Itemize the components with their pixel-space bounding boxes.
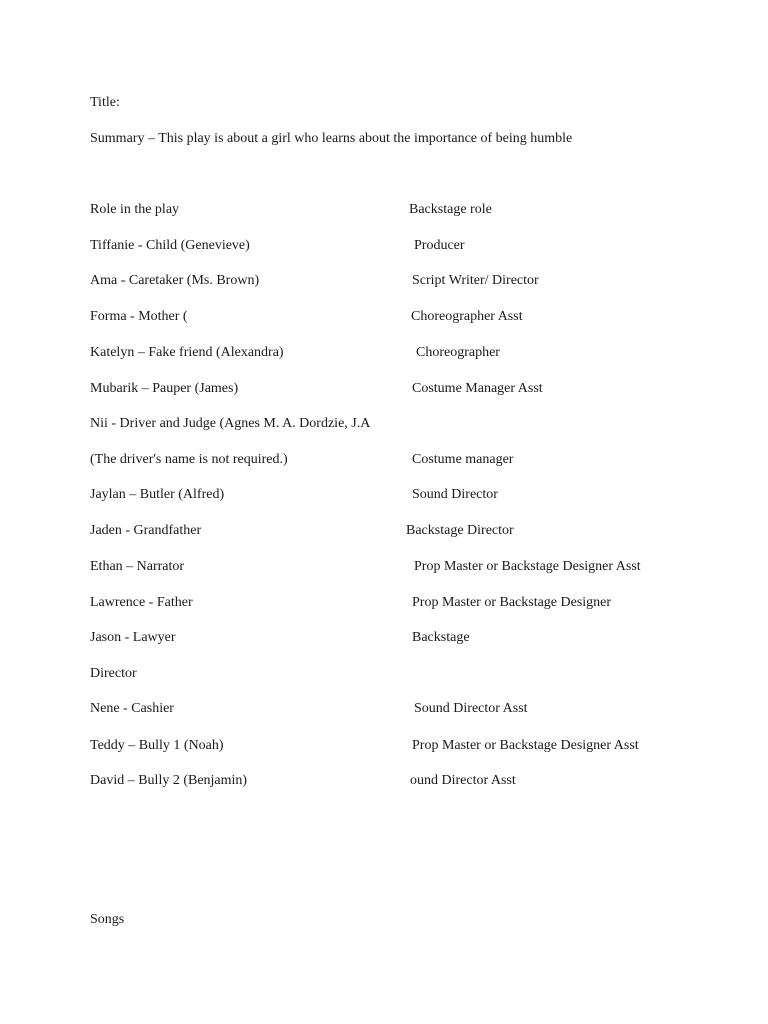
backstage-cell: Costume manager <box>412 452 514 467</box>
role-cell: Nene - Cashier <box>90 701 174 716</box>
backstage-cell: Prop Master or Backstage Designer Asst <box>412 738 639 753</box>
backstage-cell: Choreographer Asst <box>411 309 523 324</box>
role-cell: Ethan – Narrator <box>90 559 185 574</box>
table-row <box>0 380 768 398</box>
backstage-cell: Prop Master or Backstage Designer Asst <box>414 559 641 574</box>
role-cell: Katelyn – Fake friend (Alexandra) <box>90 345 284 360</box>
table-row <box>0 308 768 326</box>
table-row <box>0 665 768 683</box>
role-cell: Forma - Mother ( <box>90 309 188 324</box>
role-cell: Lawrence - Father <box>90 595 193 610</box>
songs-label: Songs <box>90 912 125 927</box>
backstage-cell: ound Director Asst <box>410 773 516 788</box>
role-column-header: Role in the play <box>90 202 180 217</box>
table-row <box>0 594 768 612</box>
backstage-cell: Costume Manager Asst <box>412 381 543 396</box>
table-row <box>0 486 768 504</box>
backstage-cell: Producer <box>414 238 465 253</box>
backstage-cell: Backstage <box>412 630 470 645</box>
title-label: Title: <box>90 95 120 110</box>
table-row <box>0 272 768 290</box>
summary-text: Summary – This play is about a girl who learns about the importance of being humble <box>90 131 573 146</box>
table-row <box>0 415 768 433</box>
backstage-cell: Sound Director <box>412 487 498 502</box>
table-row <box>0 629 768 647</box>
role-cell: Tiffanie - Child (Genevieve) <box>90 238 250 253</box>
table-row <box>0 558 768 576</box>
table-row <box>0 522 768 540</box>
role-cell: Ama - Caretaker (Ms. Brown) <box>90 273 260 288</box>
backstage-column-header: Backstage role <box>409 202 492 217</box>
table-row <box>0 451 768 469</box>
backstage-cell: Choreographer <box>416 345 500 360</box>
table-row <box>0 700 768 718</box>
role-cell: Mubarik – Pauper (James) <box>90 381 239 396</box>
table-row <box>0 772 768 790</box>
table-row <box>0 344 768 362</box>
backstage-cell: Sound Director Asst <box>414 701 528 716</box>
backstage-cell: Backstage Director <box>406 523 514 538</box>
role-cell: Jason - Lawyer <box>90 630 176 645</box>
role-cell: (The driver's name is not required.) <box>90 452 288 467</box>
role-cell: Nii - Driver and Judge (Agnes M. A. Dordzie, J.A <box>90 416 371 431</box>
backstage-cell: Prop Master or Backstage Designer <box>412 595 612 610</box>
backstage-cell: Script Writer/ Director <box>412 273 539 288</box>
table-row <box>0 737 768 755</box>
role-cell: Teddy – Bully 1 (Noah) <box>90 738 224 753</box>
role-cell: Director <box>90 666 137 681</box>
table-header <box>0 201 768 219</box>
role-cell: Jaylan – Butler (Alfred) <box>90 487 225 502</box>
role-cell: Jaden - Grandfather <box>90 523 202 538</box>
table-row <box>0 237 768 255</box>
role-cell: David – Bully 2 (Benjamin) <box>90 773 248 788</box>
